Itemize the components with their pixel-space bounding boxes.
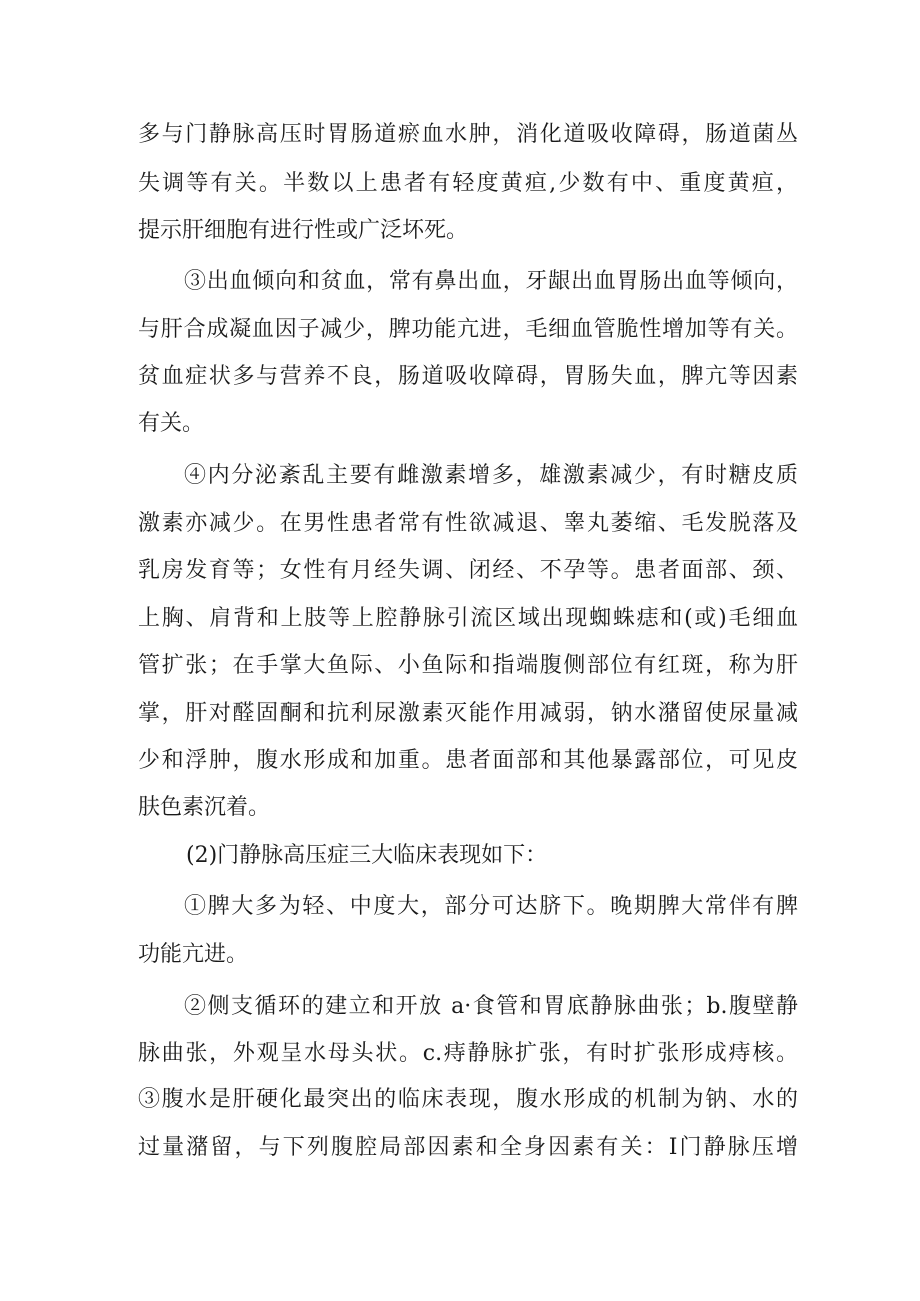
text-line: 管扩张；在手掌大鱼际、小鱼际和指端腹侧部位有红斑，称为肝: [138, 653, 798, 678]
text-line: ①脾大多为轻、中度大，部分可达脐下。晚期脾大常伴有脾: [184, 894, 798, 919]
text-line: ③出血倾向和贫血，常有鼻出血，牙龈出血胃肠出血等倾向，: [184, 269, 798, 294]
text-line: ④内分泌紊乱主要有雌激素增多，雄激素减少，有时糖皮质: [184, 463, 798, 488]
text-line: 有关。: [138, 411, 205, 436]
text-line: 乳房发育等；女性有月经失调、闭经、不孕等。患者面部、颈、: [138, 558, 798, 583]
text-line: 失调等有关。半数以上患者有轻度黄疸,少数有中、重度黄疸，: [138, 171, 798, 196]
text-line: 上胸、肩背和上肢等上腔静脉引流区域出现蜘蛛痣和(或)毛细血: [138, 606, 798, 631]
text-line: 掌，肝对醛固酮和抗利尿激素灭能作用减弱，钠水潴留使尿量减: [138, 701, 798, 726]
text-line: 少和浮肿，腹水形成和加重。患者面部和其他暴露部位，可见皮: [138, 748, 798, 773]
text-line: 与肝合成凝血因子减少，脾功能亢进，毛细血管脆性增加等有关。: [138, 317, 798, 342]
text-line: 贫血症状多与营养不良，肠道吸收障碍，胃肠失血，脾亢等因素: [138, 364, 798, 389]
text-line: 激素亦减少。在男性患者常有性欲减退、睾丸萎缩、毛发脱落及: [138, 511, 798, 536]
text-line: 多与门静脉高压时胃肠道瘀血水肿，消化道吸收障碍，肠道菌丛: [138, 122, 798, 147]
text-line: 肤色素沉着。: [138, 795, 271, 820]
text-line: 提示肝细胞有进行性或广泛坏死。: [138, 218, 469, 243]
text-line: 功能亢进。: [138, 942, 249, 967]
text-line: 过量潴留，与下列腹腔局部因素和全身因素有关：I门静脉压增: [138, 1135, 798, 1160]
section-heading: (2)门静脉高压症三大临床表现如下：: [186, 843, 548, 868]
text-line: ②侧支循环的建立和开放 a·食管和胃底静脉曲张；b.腹壁静: [184, 994, 798, 1019]
text-line: 脉曲张，外观呈水母头状。c.痔静脉扩张，有时扩张形成痔核。: [138, 1041, 798, 1066]
text-line: ③腹水是肝硬化最突出的临床表现，腹水形成的机制为钠、水的: [138, 1087, 798, 1112]
